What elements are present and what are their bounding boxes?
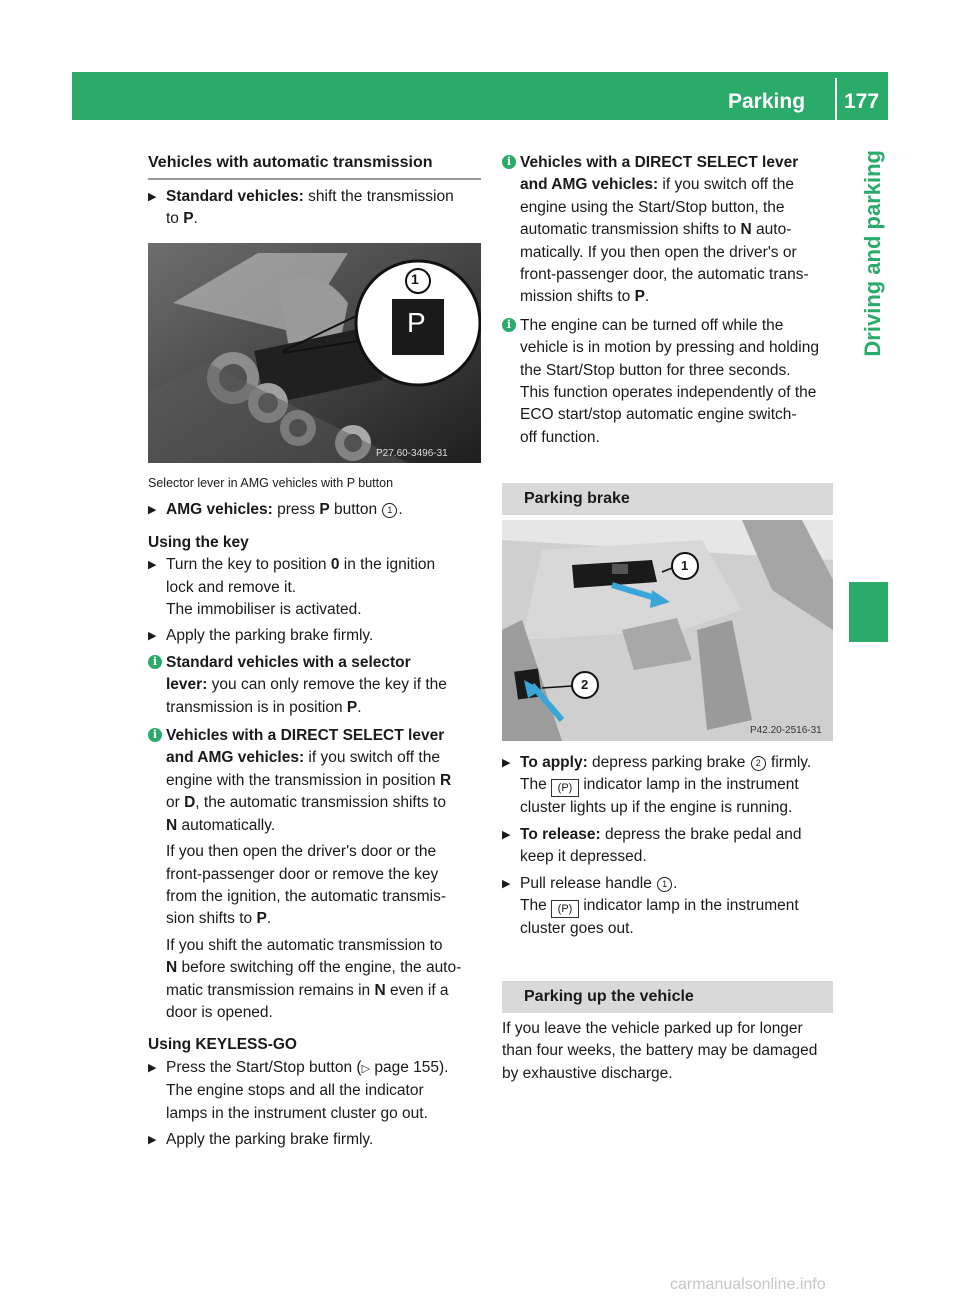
info-icon: i: [148, 655, 162, 669]
text: in the ignition: [339, 556, 436, 574]
parking-up-text: [502, 1018, 842, 1085]
side-tab-marker: [849, 582, 888, 642]
side-tab: [854, 150, 892, 568]
info-icon: i: [148, 728, 162, 742]
text: ECO start/stop automatic engine switch-: [520, 406, 797, 424]
text: Vehicles with a DIRECT SELECT lever: [166, 727, 445, 745]
gear-letter: P: [319, 501, 330, 519]
section-heading-parking-brake: Parking brake: [502, 483, 833, 515]
text: If you shift the automatic transmission to: [166, 936, 443, 954]
info-note: [502, 315, 837, 449]
text: front-passenger door, the automatic trans-: [520, 266, 809, 284]
text: before switching off the engine, the auto-: [177, 959, 462, 977]
bold-label: AMG vehicles:: [166, 501, 273, 519]
bullet-item: [148, 625, 483, 647]
bullet-arrow-icon: ▶: [148, 559, 157, 572]
text: .: [673, 874, 678, 892]
text: The immobiliser is activated.: [166, 601, 362, 619]
subheading-keyless-go: Using KEYLESS-GO: [148, 1036, 297, 1054]
text: shift the transmission: [303, 188, 454, 205]
text: matically. If you then open the driver's or: [520, 243, 797, 261]
bold-label: To release:: [520, 825, 601, 843]
text: Pull release handle: [520, 874, 657, 892]
gear-letter: P: [256, 910, 267, 928]
parking-brake-illustration: [502, 520, 833, 741]
right-column: [502, 152, 837, 449]
info-note: [148, 725, 483, 1024]
text: even if a: [385, 981, 449, 999]
bullet-item: [502, 873, 837, 941]
gear-letter: N: [166, 816, 178, 834]
info-icon: i: [502, 318, 516, 332]
text: firmly.: [766, 754, 812, 771]
text: auto-: [751, 221, 792, 239]
callout-number: 2: [581, 677, 589, 692]
selector-lever-photo: [148, 243, 481, 463]
page-number: 177: [844, 90, 880, 113]
bold-label: and AMG vehicles:: [520, 176, 659, 194]
left-column: [148, 152, 483, 174]
text: Vehicles with a DIRECT SELECT lever: [520, 154, 799, 171]
text: The engine can be turned off while the: [520, 316, 784, 334]
text: the Start/Stop button for three seconds.: [520, 361, 791, 379]
bullet-arrow-icon: ▶: [148, 1133, 157, 1146]
text: cluster lights up if the engine is running.: [520, 799, 793, 817]
p-button-letter: P: [407, 307, 426, 338]
text: keep it depressed.: [520, 848, 647, 866]
text: This function operates independently of the: [520, 384, 817, 402]
text: than four weeks, the battery may be damaged: [502, 1042, 818, 1060]
callout-number: 1: [411, 271, 419, 287]
text: .: [357, 698, 362, 716]
text: indicator lamp in the instrument: [579, 776, 799, 794]
text: automatic transmission shifts to: [520, 221, 741, 239]
text: If you leave the vehicle parked up for longer: [502, 1020, 803, 1037]
bullet-arrow-icon: ▶: [148, 630, 157, 643]
text: off function.: [520, 428, 600, 446]
parking-brake-lamp-icon: (P): [551, 900, 579, 918]
text: press: [272, 501, 320, 519]
info-note: [148, 652, 483, 719]
bullet-item: [502, 752, 837, 820]
image-caption: Selector lever in AMG vehicles with P button: [148, 476, 394, 490]
text: Apply the parking brake firmly.: [166, 1130, 374, 1148]
text: by exhaustive discharge.: [502, 1064, 673, 1082]
right-column-body: [502, 752, 837, 940]
page-reference-link[interactable]: page 155).: [370, 1058, 449, 1076]
gear-letter: P: [183, 210, 194, 228]
gear-letter: N: [740, 221, 752, 239]
text: Apply the parking brake firmly.: [166, 627, 374, 645]
text: The: [520, 897, 552, 915]
image-code: P27.60-3496-31: [376, 448, 448, 459]
callout-number-icon: 1: [382, 503, 397, 518]
bullet-item: [148, 554, 483, 621]
gear-letter: D: [184, 794, 196, 812]
subheading-using-key: Using the key: [148, 533, 249, 551]
bullet-item: [148, 1057, 483, 1125]
std-instruction: [148, 186, 483, 231]
text: or: [166, 794, 185, 812]
text: mission shifts to: [520, 288, 635, 306]
text: , the automatic transmission shifts to: [195, 794, 446, 812]
section-heading-parking-up: Parking up the vehicle: [502, 981, 833, 1013]
gear-letter: P: [346, 698, 358, 716]
text: lock and remove it.: [166, 578, 297, 596]
bullet-arrow-icon: ▶: [148, 191, 157, 203]
page-header-bar: [72, 72, 888, 120]
bold-label: lever:: [166, 676, 208, 694]
info-note: [502, 152, 837, 309]
text: vehicle is in motion by pressing and holding: [520, 339, 819, 357]
parking-brake-lamp-icon: (P): [551, 779, 579, 797]
text: you can only remove the key if the: [207, 676, 447, 694]
text: The engine stops and all the indicator: [166, 1082, 424, 1100]
text: Turn the key to position: [166, 556, 331, 574]
text: engine with the transmission in position: [166, 771, 440, 789]
image-code: P42.20-2516-31: [750, 725, 822, 736]
text: transmission is in position: [166, 698, 347, 716]
gear-letter: N: [166, 959, 178, 977]
watermark: carmanualsonline.info: [670, 1276, 826, 1293]
text: indicator lamp in the instrument: [579, 897, 799, 915]
text: .: [644, 288, 650, 306]
text: The: [520, 776, 552, 794]
gear-letter: P: [634, 288, 645, 306]
bullet-item: [148, 186, 483, 231]
bullet-arrow-icon: ▶: [502, 757, 511, 769]
callout-number-icon: 1: [657, 877, 672, 892]
page-ref-arrow-icon: ▷: [361, 1062, 371, 1075]
chapter-title: Parking: [728, 90, 806, 113]
text: to: [166, 210, 184, 228]
section-rule: [148, 178, 481, 180]
bold-label: Standard vehicles:: [166, 188, 304, 205]
info-icon: i: [502, 155, 516, 169]
bold-label: and AMG vehicles:: [166, 749, 305, 767]
text: Standard vehicles with a selector: [166, 653, 411, 671]
section-title-automatic: Vehicles with automatic transmission: [148, 154, 433, 171]
text: front-passenger door or remove the key: [166, 865, 439, 883]
key-position: 0: [330, 556, 340, 574]
bold-label: To apply:: [520, 754, 588, 771]
text: depress the brake pedal and: [600, 825, 802, 843]
text: .: [266, 910, 272, 928]
side-tab-label: Driving and parking: [860, 150, 885, 357]
left-column-body: [148, 472, 483, 1151]
text: from the ignition, the automatic transmis-: [166, 887, 446, 905]
text: if you switch off the: [304, 749, 440, 767]
text: If you then open the driver's door or the: [166, 843, 437, 861]
bullet-arrow-icon: ▶: [502, 877, 511, 890]
parking-brake-photo: [502, 520, 833, 741]
text: automatically.: [177, 816, 276, 834]
gear-letter: N: [374, 981, 386, 999]
text: sion shifts to: [166, 910, 257, 928]
text: cluster goes out.: [520, 920, 634, 938]
header-divider: [835, 78, 837, 120]
bullet-arrow-icon: ▶: [148, 504, 157, 517]
gear-letter: R: [439, 771, 452, 789]
text: engine using the Start/Stop button, the: [520, 198, 785, 216]
callout-number-icon: 2: [751, 756, 766, 771]
bullet-item: [502, 824, 837, 869]
callout-number: 1: [681, 558, 689, 573]
text: door is opened.: [166, 1003, 273, 1021]
text: .: [398, 501, 403, 519]
text: matic transmission remains in: [166, 981, 375, 999]
text: lamps in the instrument cluster go out.: [166, 1104, 428, 1122]
bullet-arrow-icon: ▶: [502, 828, 511, 841]
bullet-item: [148, 499, 483, 521]
text: .: [193, 210, 198, 228]
selector-lever-illustration: [148, 243, 481, 463]
bullet-arrow-icon: ▶: [148, 1061, 157, 1074]
text: if you switch off the: [658, 176, 794, 194]
bullet-item: [148, 1129, 483, 1151]
text: depress parking brake: [587, 754, 750, 771]
text: button: [329, 501, 382, 519]
text: Press the Start/Stop button (: [166, 1058, 362, 1076]
